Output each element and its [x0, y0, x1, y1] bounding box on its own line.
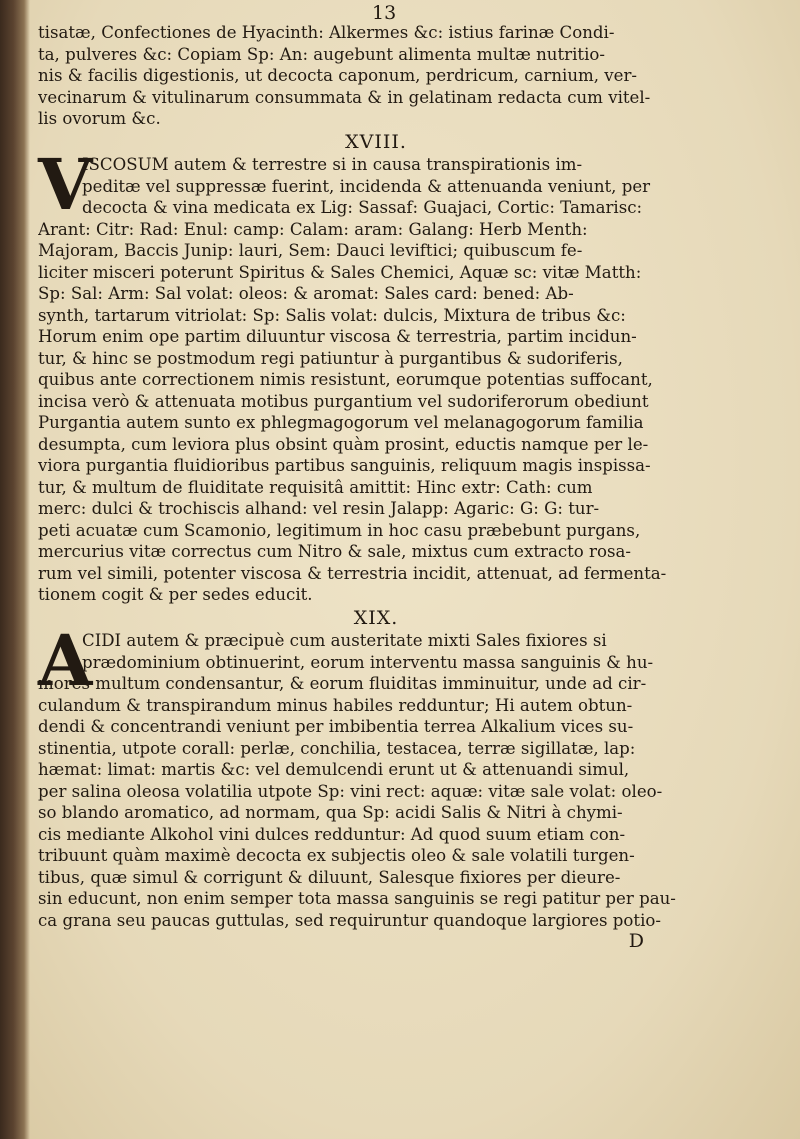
text-line: CIDI autem & præcipuè cum austeritate mixti Sales fixiores si — [82, 631, 607, 650]
page-number: 13 — [372, 2, 397, 24]
paragraph-xviii — [38, 143, 714, 606]
text-line: Purgantia autem sunto ex phlegmagogorum vel melanagogorum familia — [38, 413, 644, 432]
text-line: ISCOSUM autem & terrestre si in causa transpirationis im- — [82, 155, 583, 174]
text-line: quibus ante correctionem nimis resistunt, eorumque potentias suffocant, — [38, 370, 653, 389]
text-line: culandum & transpirandum minus habiles redduntur; Hi autem obtun- — [38, 695, 633, 715]
text-line: rum vel simili, potenter viscosa & terrestria incidit, attenuat, ad fermenta- — [38, 563, 667, 583]
text-line: nis & facilis digestionis, ut decocta caponum, perdricum, carnium, ver- — [38, 66, 638, 85]
text-line: mercurius vitæ correctus cum Nitro & sale, mixtus cum extracto rosa- — [38, 542, 631, 561]
paragraph-continuation — [38, 22, 714, 130]
text-line: Majoram, Baccis Junip: lauri, Sem: Dauci leviftici; quibuscum fe- — [38, 241, 583, 260]
text-line: ta, pulveres &c: Copiam Sp: An: augebunt alimenta multæ nutritio- — [38, 44, 605, 64]
text-line: synth, tartarum vitriolat: Sp: Salis volat: dulcis, Mixtura de tribus &c: — [38, 305, 626, 325]
catchword: D — [628, 930, 644, 952]
text-line: tisatæ, Confectiones de Hyacinth: Alkermes &c: istius farinæ Condi- — [38, 23, 615, 42]
text-line: hæmat: limat: martis &c: vel demulcendi erunt ut & attenuandi simul, — [38, 760, 630, 779]
text-line: merc: dulci & trochiscis alhand: vel resin Jalapp: Agaric: G: G: tur- — [38, 499, 600, 518]
text-line: Arant: Citr: Rad: Enul: camp: Calam: aram: Galang: Herb Menth: — [38, 219, 588, 239]
text-line: sin educunt, non enim semper tota massa sanguinis se regi patitur per pau- — [38, 889, 676, 908]
text-line: stinentia, utpote corall: perlæ, conchilia, testacea, terræ sigillatæ, lap: — [38, 738, 636, 758]
page-text — [38, 22, 714, 953]
text-line: tionem cogit & per sedes educit. — [38, 585, 313, 604]
page-gutter — [0, 0, 30, 1139]
text-line: tur, & hinc se postmodum regi patiuntur à purgantibus & sudoriferis, — [38, 348, 623, 368]
text-line: cis mediante Alkohol vini dulces redduntur: Ad quod suum etiam con- — [38, 824, 626, 844]
text-line: ca grana seu paucas guttulas, sed requiruntur quandoque largiores potio- — [38, 910, 661, 930]
text-line: Horum enim ope partim diluuntur viscosa & terrestria, partim incidun- — [38, 327, 637, 346]
text-line: mores multum condensantur, & eorum fluiditas imminuitur, unde ad cir- — [38, 674, 647, 693]
paragraph-lines — [38, 619, 714, 931]
text-line: decocta & vina medicata ex Lig: Sassaf: Guajaci, Cortic: Tamarisc: — [82, 198, 643, 217]
text-line: tur, & multum de fluiditate requisitâ amittit: Hinc extr: Cath: cum — [38, 477, 593, 497]
text-line: incisa verò & attenuata motibus purgantium vel sudoriferorum obediunt — [38, 391, 649, 411]
text-line: per salina oleosa volatilia utpote Sp: vini rect: aquæ: vitæ sale volat: oleo- — [38, 781, 663, 801]
text-line: tribuunt quàm maximè decocta ex subjectis oleo & sale volatili turgen- — [38, 846, 635, 865]
paragraph-xix — [38, 619, 714, 931]
text-line: Sp: Sal: Arm: Sal volat: oleos: & aromat: Sales card: bened: Ab- — [38, 284, 574, 303]
text-line: dendi & concentrandi veniunt per imbibentia terrea Alkalium vices su- — [38, 717, 634, 736]
drop-cap: A — [38, 619, 93, 702]
text-line: prædominium obtinuerint, eorum interventu massa sanguinis & hu- — [82, 652, 654, 672]
text-line: desumpta, cum leviora plus obsint quàm prosint, eductis namque per le- — [38, 434, 649, 454]
drop-cap: V — [38, 143, 93, 226]
text-line: liciter misceri poterunt Spiritus & Sales Chemici, Aquæ sc: vitæ Matth: — [38, 262, 642, 282]
section-heading-xviii: XVIII. — [345, 130, 407, 153]
section-heading-xix: XIX. — [353, 606, 399, 629]
paragraph-lines — [38, 143, 714, 606]
text-line: so blando aromatico, ad normam, qua Sp: acidi Salis & Nitri à chymi- — [38, 803, 623, 822]
text-line: peti acuatæ cum Scamonio, legitimum in hoc casu præbebunt purgans, — [38, 520, 641, 540]
text-line: tibus, quæ simul & corrigunt & diluunt, Salesque fixiores per dieure- — [38, 867, 621, 887]
text-line: peditæ vel suppressæ fuerint, incidenda & attenuanda veniunt, per — [82, 176, 651, 196]
text-line: vecinarum & vitulinarum consummata & in gelatinam redacta cum vitel- — [38, 87, 651, 107]
text-line: lis ovorum &c. — [38, 109, 161, 128]
text-line: viora purgantia fluidioribus partibus sanguinis, reliquum magis inspissa- — [38, 456, 651, 475]
